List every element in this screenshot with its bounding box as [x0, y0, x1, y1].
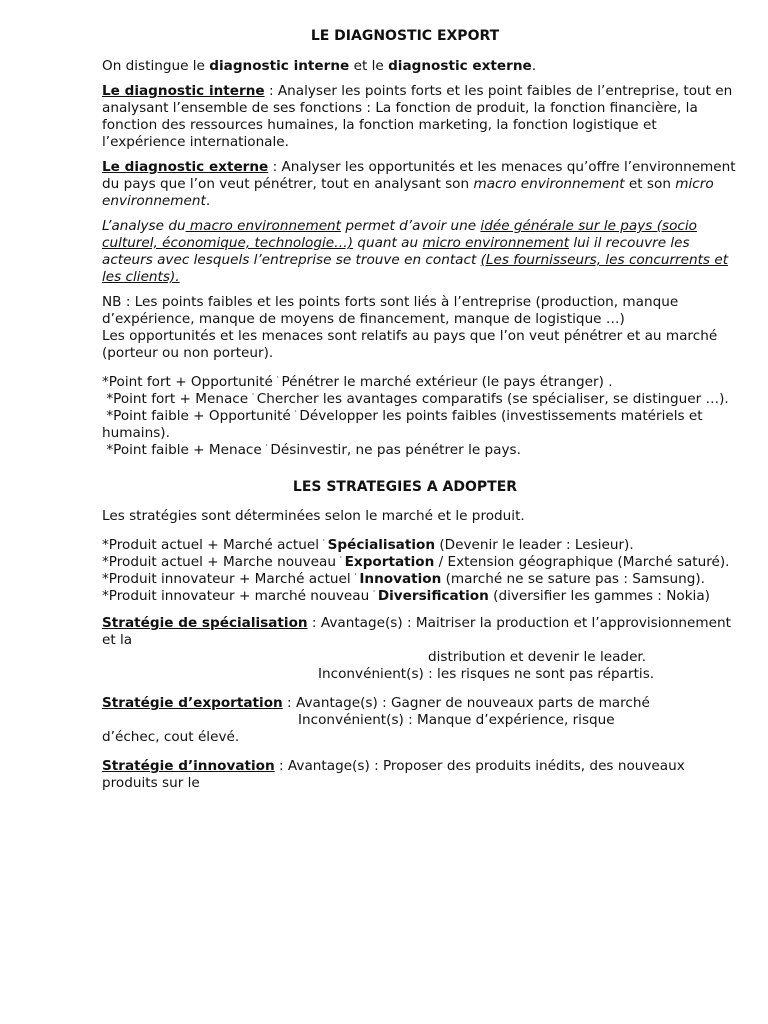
strategy-item	[102, 588, 738, 605]
combo-item	[102, 391, 738, 408]
strategy-rest: (Devenir le leader : Lesieur).	[435, 537, 634, 553]
combo-result: Chercher les avantages comparatifs (se spécialiser, se distinguer …).	[252, 391, 729, 407]
specialisation-label: Stratégie de spécialisation	[102, 615, 308, 631]
exportation-block	[102, 695, 738, 746]
nb-paragraph	[102, 294, 738, 362]
specialisation-adv-cont: distribution et devenir le leader.	[428, 649, 647, 665]
specialisation-block	[102, 615, 738, 683]
intro-bold-interne: diagnostic interne	[209, 58, 350, 74]
exportation-label: Stratégie d’exportation	[102, 695, 283, 711]
strategy-item	[102, 554, 738, 571]
innovation-adv-text: : Avantage(s) : Proposer des produits inédits, des nouveaux produits sur le	[102, 758, 685, 791]
strategy-prefix: *Produit actuel + Marché actuel	[102, 537, 324, 553]
exportation-inconvenient-cont: d’échec, cout élevé.	[102, 729, 240, 745]
combos-list	[102, 374, 738, 459]
intro-paragraph	[102, 58, 738, 75]
combo-result: Désinvestir, ne pas pénétrer le pays.	[266, 442, 521, 458]
strategy-prefix: *Produit actuel + Marche nouveau	[102, 554, 341, 570]
combo-prefix: *Point fort + Menace	[102, 391, 253, 407]
macro-environnement-term: macro environnement	[473, 176, 625, 192]
analyse-underlined: micro environnement	[422, 235, 570, 251]
combo-prefix: *Point faible + Menace	[102, 442, 267, 458]
diagnostic-interne-paragraph	[102, 83, 738, 151]
strategy-name: Spécialisation	[327, 537, 436, 553]
strategy-item	[102, 537, 738, 554]
analyse-underlined: macro environnement	[185, 218, 342, 234]
strategies-intro: Les stratégies sont déterminées selon le marché et le produit.	[102, 508, 525, 524]
intro-text: et le	[349, 58, 389, 74]
analyse-text: permet d’avoir une	[341, 218, 481, 234]
analyse-paragraph	[102, 218, 738, 286]
nb-line: Les opportunités et les menaces sont relatifs au pays que l’on veut pénétrer et au marché (porteur ou non porteur).	[102, 328, 718, 361]
innovation-block	[102, 758, 738, 792]
diagnostic-interne-label: Le diagnostic interne	[102, 83, 265, 99]
analyse-text: lui il recouvre les acteurs avec lesquels l’entreprise se trouve en contact	[102, 235, 690, 268]
analyse-text: L’analyse du	[102, 218, 186, 234]
intro-bold-externe: diagnostic externe	[388, 58, 532, 74]
strategy-rest: (marché ne se sature pas : Samsung).	[441, 571, 705, 587]
intro-text: On distingue le	[102, 58, 210, 74]
specialisation-inconvenient: Inconvénient(s) : les risques ne sont pas répartis.	[318, 666, 655, 682]
nb-line: NB : Les points faibles et les points forts sont liés à l’entreprise (production, manque d’expérience, manque de moyens de financement, manque de logistique …)	[102, 294, 679, 327]
diagnostic-externe-paragraph	[102, 159, 738, 210]
combo-prefix: *Point faible + Opportunité	[102, 408, 296, 424]
specialisation-advantage	[102, 615, 738, 649]
combo-item	[102, 408, 738, 442]
diagnostic-externe-text: et son	[624, 176, 676, 192]
strategy-item	[102, 571, 738, 588]
innovation-label: Stratégie d’innovation	[102, 758, 275, 774]
analyse-underlined: (Les fournisseurs, les concurrents et les clients).	[102, 252, 729, 285]
strategy-name: Innovation	[359, 571, 442, 587]
combo-result: Pénétrer le marché extérieur (le pays étranger) .	[277, 374, 613, 390]
combo-item	[102, 442, 738, 459]
strategy-prefix: *Produit innovateur + Marché actuel	[102, 571, 355, 587]
strategy-prefix: *Produit innovateur + marché nouveau	[102, 588, 374, 604]
strategies-title: LES STRATEGIES A ADOPTER	[292, 479, 518, 495]
exportation-adv-text: : Avantage(s) : Gagner de nouveaux parts de marché	[282, 695, 650, 711]
exportation-advantage	[102, 695, 738, 712]
diagnostic-interne-text: : Analyser les points forts et les point faibles de l’entreprise, tout en analysant l’ensemble de ses fonctions : La fonction de produit, la fonction financière, la fonction des ressources humaines, la fonction marketing, la fonction logistique et l’expérience internationale.	[102, 83, 733, 150]
combo-item	[102, 374, 738, 391]
strategy-rest: / Extension géographique (Marché saturé).	[434, 554, 730, 570]
micro-environnement-term: micro environnement	[102, 176, 714, 209]
diagnostic-externe-text: .	[205, 193, 211, 209]
strategy-name: Diversification	[377, 588, 489, 604]
strategies-list	[102, 537, 738, 605]
analyse-underlined: idée générale sur le pays (socio culturel, économique, technologie…)	[102, 218, 697, 251]
diagnostic-externe-label: Le diagnostic externe	[102, 159, 269, 175]
strategy-rest: (diversifier les gammes : Nokia)	[488, 588, 710, 604]
exportation-inconvenient: Inconvénient(s) : Manque d’expérience, risque	[298, 712, 615, 728]
intro-text: .	[531, 58, 537, 74]
specialisation-adv-text: : Avantage(s) : Maitriser la production et l’approvisionnement et la	[102, 615, 731, 648]
page-title: LE DIAGNOSTIC EXPORT	[310, 28, 500, 44]
strategy-name: Exportation	[344, 554, 435, 570]
combo-result: Développer les points faibles (investissements matériels et humains).	[102, 408, 707, 441]
combo-prefix: *Point fort + Opportunité	[102, 374, 278, 390]
analyse-text: quant au	[353, 235, 423, 251]
diagnostic-externe-text: : Analyser les opportunités et les menaces qu’offre l’environnement du pays que l’on veut pénétrer, tout en analysant son	[102, 159, 736, 192]
